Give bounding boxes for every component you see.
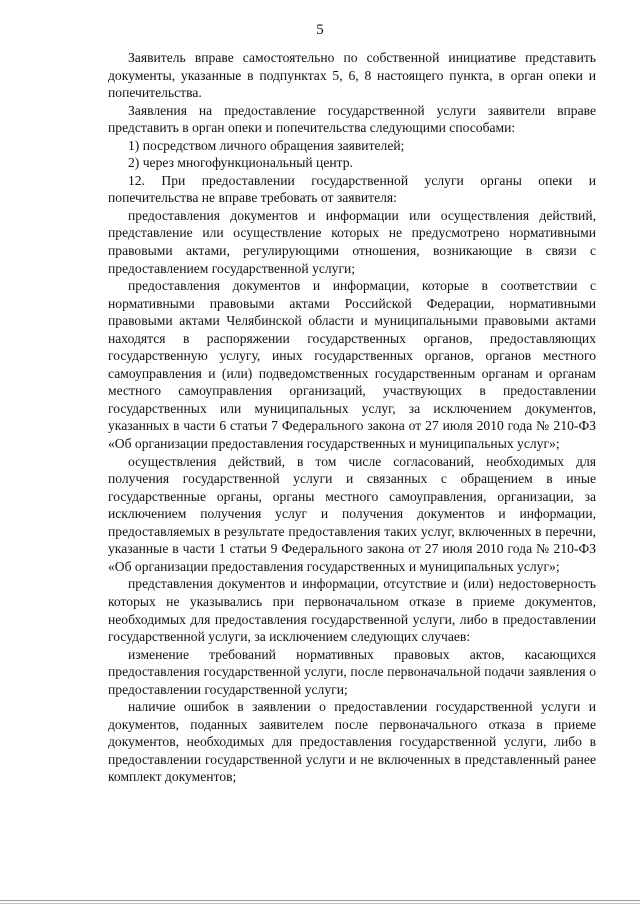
paragraph-clause-12: 12. При предоставлении государственной услуги органы опеки и попечительства не вправе требовать от заявителя: [108,172,596,206]
scan-edge-line [0,903,640,904]
paragraph-clause-12-item-3: осуществления действий, в том числе согласований, необходимых для получения государственной услуги и связанных с обращением в иные государственные органы, органы местного самоуправления, организации, за исключением получения услуг и получения документов и информации, предоставляемых в результате предоставления таких услуг, включенных в перечни, указанные в части 1 статьи 9 Федерального закона от 27 июля 2010 года № 210-ФЗ «Об организации предоставления государственных и муниципальных услуг»; [108,453,596,574]
paragraph-clause-12-item-4: представления документов и информации, отсутствие и (или) недостоверность которых не указывались при первоначальном отказе в приеме документов, необходимых для предоставления государственной услуги, либо в предоставлении государственной услуги, за исключением следующих случаев: [108,576,596,645]
list-item-personal-visit: 1) посредством личного обращения заявителей; [128,137,405,153]
paragraph-exception-1: изменение требований нормативных правовых актов, касающихся предоставления государственной услуги, после первоначальной подачи заявления о предоставлении государственной услуги; [108,646,596,697]
scan-edge-line [0,900,640,901]
list-item-mfc: 2) через многофункциональный центр. [128,155,353,171]
document-body [108,49,596,786]
paragraph-applicant-right: Заявитель вправе самостоятельно по собственной инициативе представить документы, указанные в подпунктах 5, 6, 8 настоящего пункта, в орган опеки и попечительства. [108,50,596,101]
paragraph-submission-methods: Заявления на предоставление государственной услуги заявители вправе представить в орган опеки и попечительства следующими способами: [108,102,596,136]
page-number: 5 [316,22,324,38]
paragraph-clause-12-item-1: предоставления документов и информации или осуществления действий, представление или осуществление которых не предусмотрено нормативными правовыми актами, регулирующими отношения, возникающие в связи с предоставлением государственной услуги; [108,207,596,276]
paragraph-clause-12-item-2: предоставления документов и информации, которые в соответствии с нормативными правовыми актами Российской Федерации, нормативными правовыми актами Челябинской области и муниципальными правовыми актами находятся в распоряжении государственных органов, предоставляющих государственную услугу, иных государственных органов, органов местного самоуправления и (или) подведомственных государственным органам и органам местного самоуправления организаций, участвующих в предоставлении государственных или муниципальных услуг, за исключением документов, указанных в части 6 статьи 7 Федерального закона от 27 июля 2010 года № 210-ФЗ «Об организации предоставления государственных и муниципальных услуг»; [108,278,596,452]
paragraph-exception-2: наличие ошибок в заявлении о предоставлении государственной услуги и документов, поданных заявителем после первоначального отказа в приеме документов, необходимых для предоставления государственной услуги, либо в предоставлении государственной услуги и не включенных в представленный ранее комплект документов; [108,699,596,785]
